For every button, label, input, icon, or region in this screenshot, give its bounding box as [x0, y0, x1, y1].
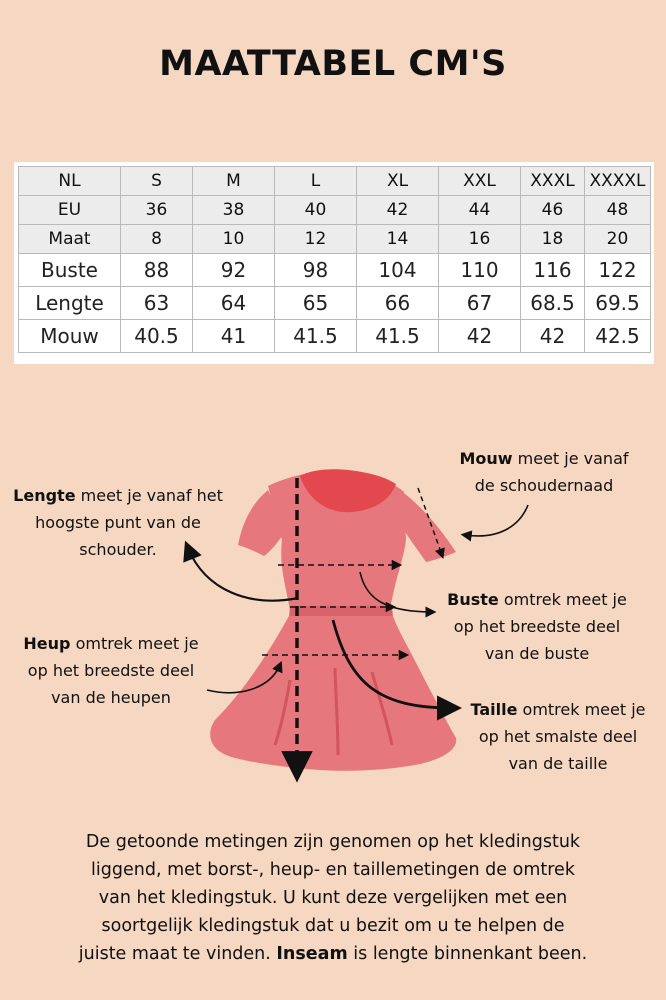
table-cell: 92: [193, 254, 275, 287]
annotation-buste: Buste omtrek meet je op het breedste deel van de buste: [447, 590, 627, 663]
table-cell: 38: [193, 196, 275, 225]
table-cell: XXXL: [521, 167, 585, 196]
table-cell: 68.5: [521, 287, 585, 320]
page-title: MAATTABEL CM'S: [159, 44, 507, 84]
annotation-mouw: Mouw meet je vanaf de schoudernaad: [459, 449, 629, 495]
table-cell: 36: [121, 196, 193, 225]
table-cell: 20: [585, 225, 651, 254]
table-cell: 42: [521, 320, 585, 353]
table-cell: 41: [193, 320, 275, 353]
table-cell: 104: [357, 254, 439, 287]
table-cell: 66: [357, 287, 439, 320]
table-cell: 42: [357, 196, 439, 225]
table-cell: XXL: [439, 167, 521, 196]
table-cell: 41.5: [357, 320, 439, 353]
table-cell: XL: [357, 167, 439, 196]
table-cell: 88: [121, 254, 193, 287]
table-cell: 48: [585, 196, 651, 225]
row-label: EU: [19, 196, 121, 225]
row-label: Lengte: [19, 287, 121, 320]
table-cell: 41.5: [275, 320, 357, 353]
table-cell: 42.5: [585, 320, 651, 353]
table-cell: L: [275, 167, 357, 196]
table-cell: 98: [275, 254, 357, 287]
table-cell: 116: [521, 254, 585, 287]
row-label: Buste: [19, 254, 121, 287]
table-cell: 122: [585, 254, 651, 287]
table-cell: 18: [521, 225, 585, 254]
annotation-heup: Heup omtrek meet je op het breedste deel van de heupen: [23, 634, 199, 707]
table-cell: 12: [275, 225, 357, 254]
table-cell: 64: [193, 287, 275, 320]
annotation-lengte: Lengte meet je vanaf het hoogste punt van de schouder.: [13, 486, 223, 559]
table-cell: S: [121, 167, 193, 196]
table-cell: M: [193, 167, 275, 196]
table-cell: 8: [121, 225, 193, 254]
table-cell: 67: [439, 287, 521, 320]
table-cell: 65: [275, 287, 357, 320]
table-cell: 40: [275, 196, 357, 225]
table-cell: 10: [193, 225, 275, 254]
table-cell: 42: [439, 320, 521, 353]
annotation-taille: Taille omtrek meet je op het smalste deel van de taille: [470, 700, 646, 773]
table-cell: 14: [357, 225, 439, 254]
row-label: Mouw: [19, 320, 121, 353]
footer-note: De getoonde metingen zijn genomen op het kledingstuk liggend, met borst-, heup- en taillemetingen de omtrek van het kledingstuk. U kunt deze vergelijken met een soortgelijk kledingstuk dat u bezit om u te helpen de juiste maat te vinden. Inseam is lengte binnenkant been.: [78, 832, 588, 964]
table-cell: 63: [121, 287, 193, 320]
table-cell: XXXXL: [585, 167, 651, 196]
table-cell: 40.5: [121, 320, 193, 353]
row-label: NL: [19, 167, 121, 196]
table-cell: 16: [439, 225, 521, 254]
table-cell: 69.5: [585, 287, 651, 320]
table-cell: 46: [521, 196, 585, 225]
table-cell: 110: [439, 254, 521, 287]
row-label: Maat: [19, 225, 121, 254]
table-cell: 44: [439, 196, 521, 225]
